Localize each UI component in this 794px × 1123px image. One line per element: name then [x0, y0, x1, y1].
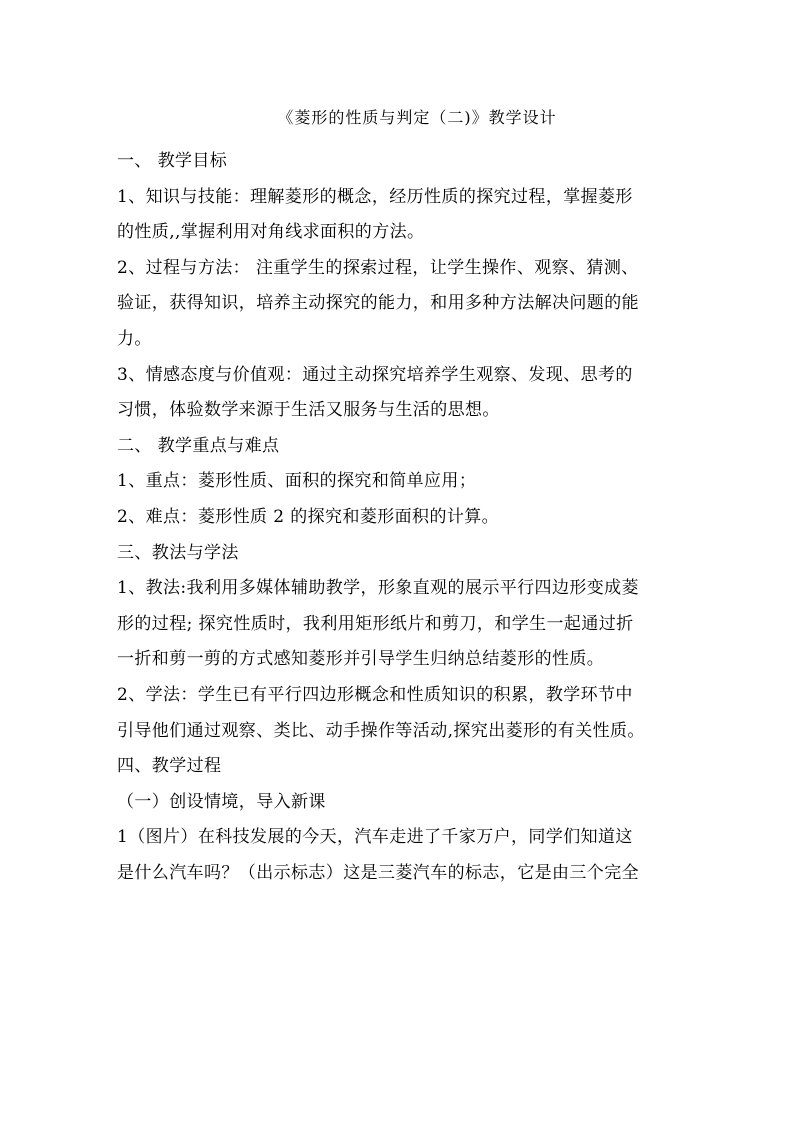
paragraph-line: 力。	[117, 328, 152, 349]
paragraph-line: 3、情感态度与价值观：通过主动探究培养学生观察、发现、思考的	[117, 364, 633, 385]
paragraph-line: 形的过程; 探究性质时，我利用矩形纸片和剪刀，和学生一起通过折	[117, 613, 634, 634]
paragraph-line: 的性质,,掌握利用对角线求面积的方法。	[117, 222, 425, 243]
paragraph-line: 1（图片）在科技发展的今天，汽车走进了千家万户，同学们知道这	[117, 827, 633, 848]
paragraph-line: 1、重点：菱形性质、面积的探究和简单应用；	[117, 471, 477, 492]
document-body	[117, 144, 683, 891]
paragraph-line: 习惯，体验数学来源于生活又服务与生活的思想。	[117, 400, 500, 421]
paragraph-line: 2、学法：学生已有平行四边形概念和性质知识的积累，教学环节中	[117, 684, 633, 705]
paragraph-line: 验证，获得知识，培养主动探究的能力，和用多种方法解决问题的能	[117, 293, 639, 314]
document-title: 《菱形的性质与判定（二)》教学设计	[277, 108, 557, 127]
subheading-introduction: （一）创设情境，导入新课	[117, 791, 326, 812]
paragraph-line: 一折和剪一剪的方式感知菱形并引导学生归纳总结菱形的性质。	[117, 649, 605, 670]
paragraph-line: 引导他们通过观察、类比、动手操作等活动,探究出菱形的有关性质。	[117, 720, 645, 741]
paragraph-line: 1、知识与技能：理解菱形的概念，经历性质的探究过程，掌握菱形	[117, 186, 633, 207]
heading-teaching-process: 四、教学过程	[117, 756, 222, 777]
paragraph-line: 1、教法:我利用多媒体辅助教学，形象直观的展示平行四边形变成菱	[117, 578, 639, 599]
paragraph-line: 2、难点：菱形性质 2 的探究和菱形面积的计算。	[117, 506, 500, 527]
heading-teaching-goals: 一、 教学目标	[117, 151, 228, 171]
heading-methods: 三、教法与学法	[117, 542, 239, 563]
paragraph-line: 2、过程与方法： 注重学生的探索过程，让学生操作、观察、猜测、	[117, 257, 639, 278]
heading-key-points: 二、 教学重点与难点	[117, 435, 280, 456]
paragraph-line: 是什么汽车吗？（出示标志）这是三菱汽车的标志，它是由三个完全	[117, 862, 639, 883]
